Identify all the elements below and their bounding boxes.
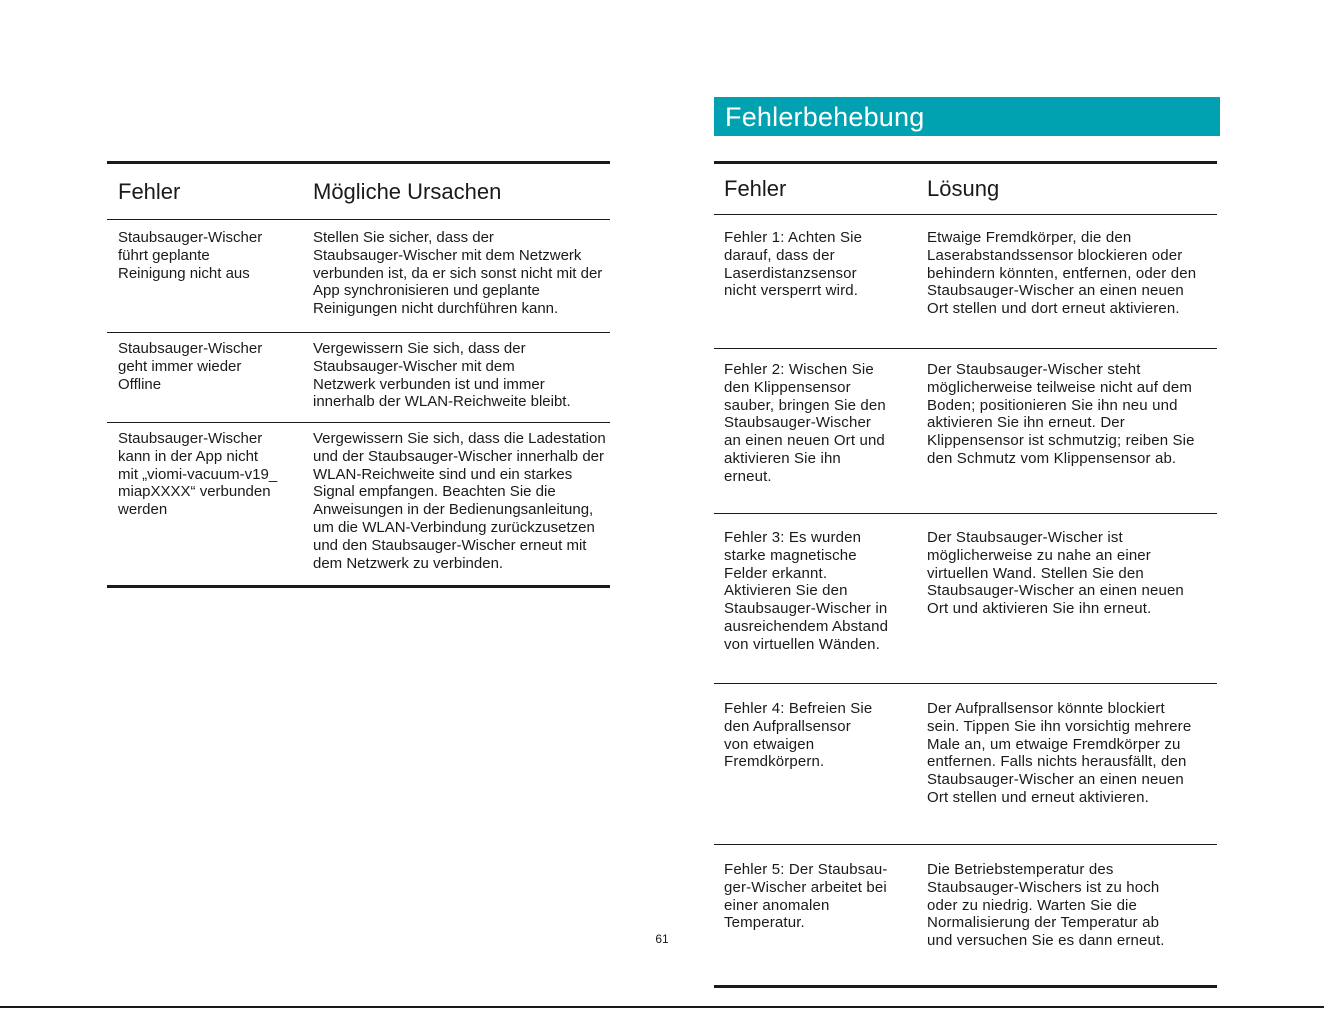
- text-line: App synchronisieren und geplante: [313, 282, 540, 300]
- text-line: Anweisungen in der Bedienungsanleitung,: [313, 501, 594, 519]
- table-header-row: [714, 164, 1217, 214]
- text-line: sein. Tippen Sie ihn vorsichtig mehrere: [927, 717, 1192, 735]
- text-line: virtuellen Wand. Stellen Sie den: [927, 564, 1144, 582]
- text-line: werden: [118, 501, 168, 519]
- text-line: Der Staubsauger-Wischer steht: [927, 361, 1141, 378]
- error-cell: [107, 430, 302, 585]
- table-row: [714, 349, 1217, 513]
- text-line: nicht versperrt wird.: [724, 282, 859, 300]
- text-line: geht immer wieder: [118, 357, 242, 375]
- text-line: Ort und aktivieren Sie ihn erneut.: [927, 600, 1152, 618]
- table-header-row: [107, 164, 610, 219]
- text-line: Staubsauger-Wischer: [118, 340, 263, 357]
- solution-cell: [302, 229, 610, 332]
- table-body: [714, 215, 1217, 988]
- page-bottom-rule: [0, 1006, 1324, 1008]
- text-line: von virtuellen Wänden.: [724, 635, 880, 653]
- text-line: Fehler 2: Wischen Sie: [724, 361, 874, 378]
- table-row: [107, 333, 610, 422]
- troubleshooting-table: [714, 161, 1217, 988]
- text-line: Staubsauger-Wischer an einen neuen: [927, 282, 1184, 300]
- text-line: und den Staubsauger-Wischer erneut mit: [313, 536, 587, 554]
- text-line: den Schmutz vom Klippensensor ab.: [927, 449, 1177, 467]
- text-line: den Aufprallsensor: [724, 717, 851, 735]
- text-line: dem Netzwerk zu verbinden.: [313, 554, 504, 572]
- error-cell: [107, 340, 302, 422]
- text-line: Staubsauger-Wischer an einen neuen: [927, 582, 1184, 600]
- text-line: an einen neuen Ort und: [724, 432, 885, 450]
- table-row: [714, 845, 1217, 985]
- table-row: [714, 215, 1217, 348]
- text-line: Etwaige Fremdkörper, die den: [927, 229, 1132, 246]
- causes-table: [107, 161, 610, 588]
- column-header-fehler: Fehler: [118, 178, 181, 204]
- table-row: [714, 684, 1217, 844]
- text-line: Staubsauger-Wischer mit dem Netzwerk: [313, 246, 582, 264]
- text-line: aktivieren Sie ihn erneut. Der: [927, 414, 1125, 432]
- text-line: Staubsauger-Wischer mit dem: [313, 357, 515, 375]
- page-number: 61: [655, 932, 669, 946]
- text-line: Aktivieren Sie den: [724, 582, 848, 600]
- table-row: [714, 514, 1217, 683]
- text-line: den Klippensensor: [724, 378, 851, 396]
- error-cell: [107, 229, 302, 332]
- text-line: Normalisierung der Temperatur ab: [927, 914, 1160, 932]
- text-line: Vergewissern Sie sich, dass die Ladestation: [313, 430, 606, 447]
- text-line: sauber, bringen Sie den: [724, 396, 886, 414]
- error-cell: [714, 861, 917, 985]
- text-line: Fehler 3: Es wurden: [724, 529, 862, 546]
- text-line: verbunden ist, da er sich sonst nicht mit der: [313, 264, 603, 282]
- table-bottom-rule: [107, 585, 610, 588]
- error-cell: [714, 361, 917, 513]
- solution-cell: [302, 340, 610, 422]
- text-line: erneut.: [724, 467, 772, 485]
- text-line: innerhalb der WLAN-Reichweite bleibt.: [313, 393, 571, 411]
- text-line: einer anomalen: [724, 896, 830, 914]
- error-cell: [714, 529, 917, 683]
- solution-cell: [302, 430, 610, 585]
- text-line: Temperatur.: [724, 914, 805, 932]
- text-line: Staubsauger-Wischer in: [724, 600, 888, 618]
- table-bottom-rule: [714, 985, 1217, 988]
- text-line: Reinigung nicht aus: [118, 264, 250, 282]
- text-line: um die WLAN-Verbindung zurückzusetzen: [313, 518, 595, 536]
- solution-cell: [917, 700, 1217, 844]
- text-line: darauf, dass der: [724, 246, 835, 264]
- error-cell: [714, 700, 917, 844]
- table-body: [107, 220, 610, 588]
- text-line: Laserdistanzsensor: [724, 264, 857, 282]
- text-line: mit „viomi-vacuum-v19_: [118, 465, 278, 483]
- text-line: Klippensensor ist schmutzig; reiben Sie: [927, 432, 1195, 450]
- text-line: Netzwerk verbunden ist und immer: [313, 375, 545, 393]
- text-line: Boden; positionieren Sie ihn neu und: [927, 396, 1178, 414]
- text-line: behindern könnten, entfernen, oder den: [927, 264, 1197, 282]
- text-line: Reinigungen nicht durchführen kann.: [313, 300, 559, 318]
- text-line: Fehler 4: Befreien Sie: [724, 700, 873, 717]
- text-line: ausreichendem Abstand: [724, 617, 889, 635]
- text-line: Staubsauger-Wischers ist zu hoch: [927, 878, 1160, 896]
- text-line: Fehler 5: Der Staubsau-: [724, 861, 888, 878]
- text-line: und versuchen Sie es dann erneut.: [927, 932, 1165, 950]
- text-line: Die Betriebstemperatur des: [927, 861, 1114, 878]
- error-cell: [714, 229, 917, 348]
- column-header-fehler: Fehler: [724, 176, 787, 201]
- text-line: möglicherweise zu nahe an einer: [927, 546, 1151, 564]
- text-line: Ort stellen und dort erneut aktivieren.: [927, 300, 1180, 318]
- text-line: Stellen Sie sicher, dass der: [313, 229, 494, 246]
- text-line: WLAN-Reichweite sind und ein starkes: [313, 465, 573, 483]
- text-line: Male an, um etwaige Fremdkörper zu: [927, 735, 1181, 753]
- text-line: Vergewissern Sie sich, dass der: [313, 340, 526, 357]
- text-line: aktivieren Sie ihn: [724, 449, 841, 467]
- text-line: kann in der App nicht: [118, 447, 259, 465]
- table-row: [107, 423, 610, 585]
- text-line: ger-Wischer arbeitet bei: [724, 878, 887, 896]
- solution-cell: [917, 361, 1217, 513]
- text-line: Offline: [118, 375, 162, 393]
- text-line: Der Staubsauger-Wischer ist: [927, 529, 1123, 546]
- text-line: Laserabstandssensor blockieren oder: [927, 246, 1183, 264]
- table-row: [107, 220, 610, 332]
- text-line: führt geplante: [118, 246, 210, 264]
- text-line: Der Aufprallsensor könnte blockiert: [927, 700, 1165, 717]
- solution-cell: [917, 529, 1217, 683]
- text-line: oder zu niedrig. Warten Sie die: [927, 896, 1138, 914]
- text-line: Staubsauger-Wischer an einen neuen: [927, 771, 1184, 789]
- text-line: Fremdkörpern.: [724, 753, 825, 771]
- text-line: von etwaigen: [724, 735, 815, 753]
- text-line: Felder erkannt.: [724, 564, 828, 582]
- text-line: Staubsauger-Wischer: [724, 414, 872, 432]
- solution-cell: [917, 229, 1217, 348]
- solution-cell: [917, 861, 1217, 985]
- text-line: starke magnetische: [724, 546, 857, 564]
- text-line: Staubsauger-Wischer: [118, 430, 263, 447]
- section-title: Fehlerbehebung: [725, 102, 925, 132]
- text-line: miapXXXX“ verbunden: [118, 483, 271, 501]
- text-line: möglicherweise teilweise nicht auf dem: [927, 378, 1192, 396]
- column-header-ursachen: Mögliche Ursachen: [313, 178, 502, 204]
- section-title-banner: [714, 97, 1220, 136]
- text-line: Fehler 1: Achten Sie: [724, 229, 863, 246]
- text-line: und der Staubsauger-Wischer innerhalb der: [313, 447, 604, 465]
- text-line: Staubsauger-Wischer: [118, 229, 263, 246]
- column-header-loesung: Lösung: [927, 176, 1000, 201]
- text-line: Ort stellen und erneut aktivieren.: [927, 788, 1149, 806]
- text-line: Signal empfangen. Beachten Sie die: [313, 483, 556, 501]
- text-line: entfernen. Falls nichts herausfällt, den: [927, 753, 1187, 771]
